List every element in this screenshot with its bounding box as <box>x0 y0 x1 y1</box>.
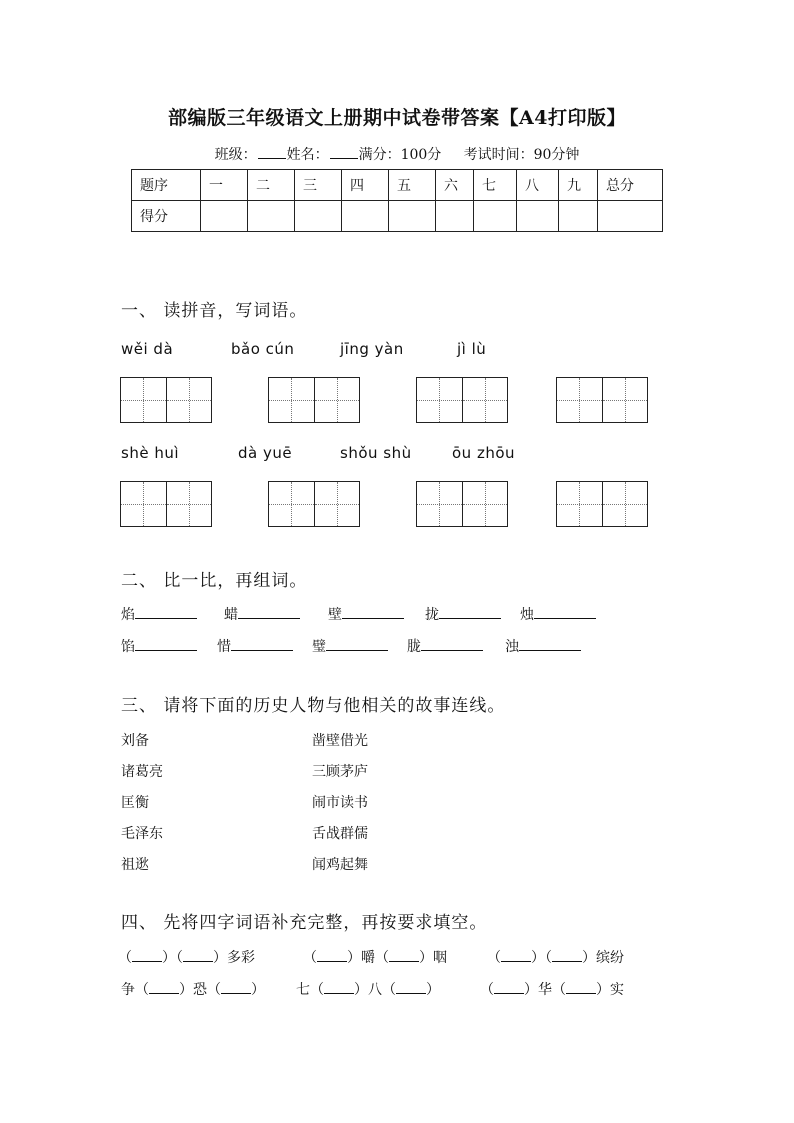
word-blank[interactable] <box>439 606 501 619</box>
writing-grid[interactable] <box>416 377 508 423</box>
story-item[interactable]: 三顾茅庐 <box>312 764 368 780</box>
word-blank[interactable] <box>421 638 483 651</box>
score-header-cell: 八 <box>517 170 559 201</box>
writing-grid[interactable] <box>556 377 648 423</box>
score-header-cell: 六 <box>436 170 474 201</box>
word-blank[interactable] <box>135 606 197 619</box>
page-title: 部编版三年级语文上册期中试卷带答案【A4打印版】 <box>168 107 626 129</box>
idiom-item: （ ）（ ）缤纷 <box>487 950 624 966</box>
time-label: 考试时间：90分钟 <box>463 147 580 163</box>
score-cell[interactable] <box>436 201 474 232</box>
score-header-cell: 四 <box>342 170 389 201</box>
pinyin-7: shǒu shù <box>340 444 412 462</box>
score-cell[interactable] <box>342 201 389 232</box>
char-compare-item <box>312 636 388 656</box>
compare-char: 馅 <box>121 639 135 655</box>
idiom-blank[interactable] <box>221 981 251 994</box>
section1-heading: 一、 读拼音，写词语。 <box>121 301 308 321</box>
char-compare-item <box>520 604 596 624</box>
compare-char: 浊 <box>505 639 519 655</box>
pinyin-1: wěi dà <box>121 340 174 358</box>
compare-char: 惜 <box>217 639 231 655</box>
score-header-cell: 七 <box>474 170 517 201</box>
score-row-label: 得分 <box>132 201 201 232</box>
compare-char: 璧 <box>312 639 326 655</box>
score-cell[interactable] <box>295 201 342 232</box>
word-blank[interactable] <box>534 606 596 619</box>
idiom-item: 七（ ）八（ ） <box>296 982 440 998</box>
word-blank[interactable] <box>519 638 581 651</box>
char-compare-row-1 <box>121 604 197 624</box>
writing-grid[interactable] <box>556 481 648 527</box>
score-cell[interactable] <box>598 201 663 232</box>
score-cell[interactable] <box>517 201 559 232</box>
score-cell[interactable] <box>201 201 248 232</box>
char-compare-item <box>505 636 581 656</box>
pinyin-5: shè huì <box>121 444 179 462</box>
score-table-header-row <box>132 170 663 201</box>
section2-heading: 二、 比一比，再组词。 <box>121 571 308 591</box>
idiom-char: 多彩 <box>227 950 255 966</box>
story-item[interactable]: 舌战群儒 <box>312 826 368 842</box>
score-header-cell: 题序 <box>132 170 201 201</box>
class-label: 班级： <box>214 147 257 163</box>
idiom-char: 七 <box>296 982 310 998</box>
score-header-cell: 九 <box>559 170 598 201</box>
score-table <box>131 169 663 232</box>
compare-char: 胧 <box>407 639 421 655</box>
writing-grid[interactable] <box>120 481 212 527</box>
idiom-char: 争 <box>121 982 135 998</box>
score-cell[interactable] <box>559 201 598 232</box>
class-blank[interactable] <box>258 146 286 159</box>
idiom-char: 嚼 <box>361 950 375 966</box>
score-header-cell: 总分 <box>598 170 663 201</box>
pinyin-4: jì lù <box>457 340 487 358</box>
idiom-blank[interactable] <box>389 949 419 962</box>
idiom-char: 八 <box>368 982 382 998</box>
section4-heading: 四、 先将四字词语补充完整，再按要求填空。 <box>121 913 488 933</box>
word-blank[interactable] <box>326 638 388 651</box>
writing-grid[interactable] <box>120 377 212 423</box>
score-cell[interactable] <box>389 201 436 232</box>
idiom-char: 华 <box>538 982 552 998</box>
idiom-blank[interactable] <box>183 949 213 962</box>
story-item[interactable]: 凿壁借光 <box>312 733 368 749</box>
story-item[interactable]: 闻鸡起舞 <box>312 857 368 873</box>
idiom-char: 咽 <box>433 950 447 966</box>
compare-char: 壁 <box>328 607 342 623</box>
idiom-blank[interactable] <box>396 981 426 994</box>
idiom-blank[interactable] <box>149 981 179 994</box>
char-compare-item <box>407 636 483 656</box>
person-item[interactable]: 诸葛亮 <box>121 764 163 780</box>
story-item[interactable]: 闹市读书 <box>312 795 368 811</box>
name-label: 姓名： <box>286 147 329 163</box>
score-cell[interactable] <box>248 201 295 232</box>
score-header-cell: 三 <box>295 170 342 201</box>
char-compare-item <box>328 604 404 624</box>
idiom-blank[interactable] <box>324 981 354 994</box>
writing-grid[interactable] <box>268 481 360 527</box>
total-label: 满分：100分 <box>358 147 442 163</box>
student-info-line <box>0 144 794 164</box>
person-item[interactable]: 毛泽东 <box>121 826 163 842</box>
pinyin-2: bǎo cún <box>231 340 295 358</box>
score-header-cell: 二 <box>248 170 295 201</box>
score-cell[interactable] <box>474 201 517 232</box>
score-header-cell: 五 <box>389 170 436 201</box>
idiom-blank[interactable] <box>317 949 347 962</box>
writing-grid[interactable] <box>416 481 508 527</box>
idiom-char: 缤纷 <box>596 950 624 966</box>
person-item[interactable]: 祖逖 <box>121 857 149 873</box>
idiom-blank[interactable] <box>566 981 596 994</box>
char-compare-item <box>217 636 293 656</box>
person-item[interactable]: 刘备 <box>121 733 149 749</box>
idiom-char: 实 <box>610 982 624 998</box>
compare-char: 蜡 <box>224 607 238 623</box>
idiom-item: （ ）嚼（ ）咽 <box>303 950 447 966</box>
word-blank[interactable] <box>135 638 197 651</box>
char-compare-item <box>425 604 501 624</box>
pinyin-8: ōu zhōu <box>452 444 516 462</box>
score-header-cell: 一 <box>201 170 248 201</box>
pinyin-3: jīng yàn <box>340 340 404 358</box>
idiom-char: 恐 <box>193 982 207 998</box>
compare-char: 拢 <box>425 607 439 623</box>
section3-heading: 三、 请将下面的历史人物与他相关的故事连线。 <box>121 696 506 716</box>
char-compare-item <box>121 636 197 656</box>
char-compare-item <box>224 604 300 624</box>
word-blank[interactable] <box>231 638 293 651</box>
idiom-blank[interactable] <box>552 949 582 962</box>
person-item[interactable]: 匡衡 <box>121 795 149 811</box>
idiom-item: 争（ ）恐（ ） <box>121 982 265 998</box>
compare-char: 烛 <box>520 607 534 623</box>
idiom-blank[interactable] <box>501 949 531 962</box>
name-blank[interactable] <box>330 146 358 159</box>
idiom-blank[interactable] <box>132 949 162 962</box>
idiom-item: （ ）华（ ）实 <box>480 982 624 998</box>
score-table-score-row <box>132 201 663 232</box>
idiom-item: （ ）（ ）多彩 <box>118 950 255 966</box>
pinyin-6: dà yuē <box>238 444 293 462</box>
writing-grid[interactable] <box>268 377 360 423</box>
compare-char: 焰 <box>121 607 135 623</box>
word-blank[interactable] <box>238 606 300 619</box>
word-blank[interactable] <box>342 606 404 619</box>
idiom-blank[interactable] <box>494 981 524 994</box>
